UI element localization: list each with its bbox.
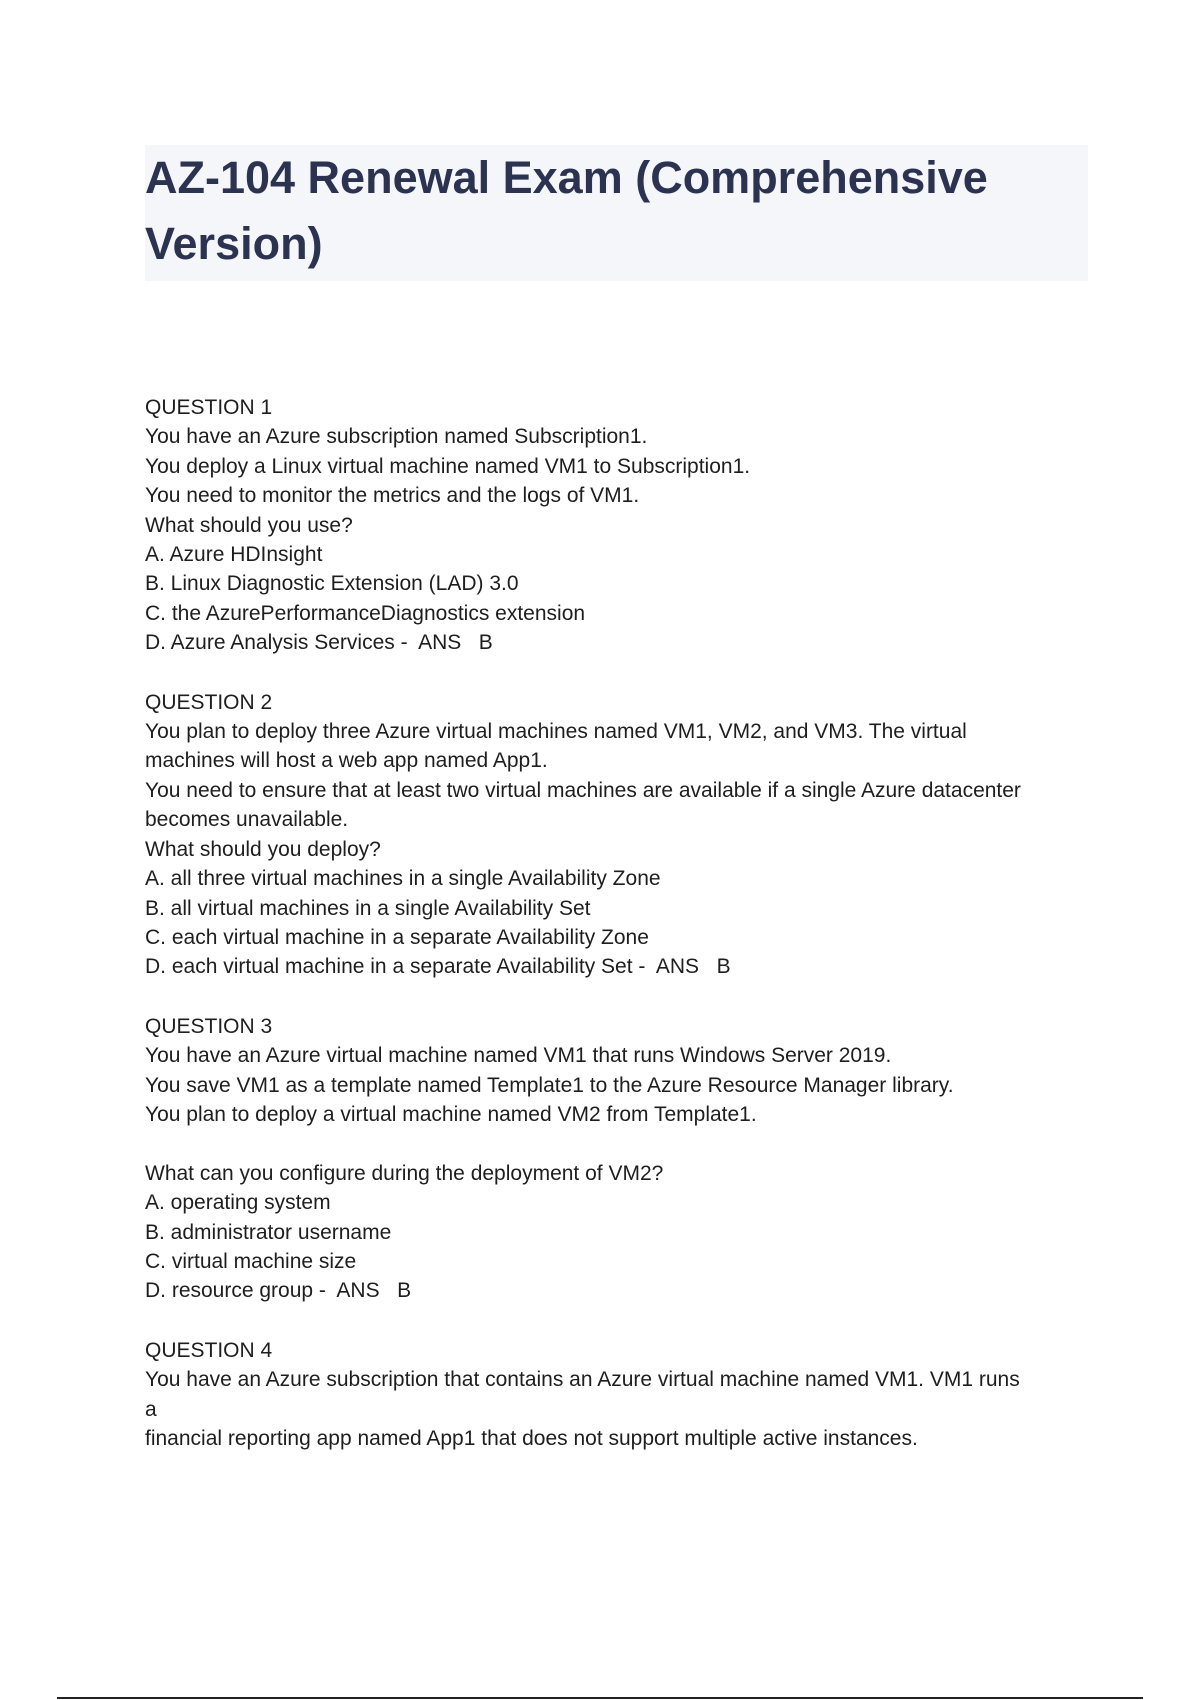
answer-option: B. administrator username: [145, 1220, 392, 1244]
question-text: a: [145, 1397, 157, 1421]
question-prompt: What should you use?: [145, 513, 353, 537]
page-title: AZ-104 Renewal Exam (Comprehensive Version): [145, 152, 988, 269]
question-text: financial reporting app named App1 that does not support multiple active instances.: [145, 1426, 918, 1450]
question-text: becomes unavailable.: [145, 808, 349, 832]
question-text: You save VM1 as a template named Template1 to the Azure Resource Manager library.: [145, 1073, 954, 1097]
question-text: You need to ensure that at least two virtual machines are available if a single Azure datacenter: [145, 778, 1021, 802]
question-text: You deploy a Linux virtual machine named VM1 to Subscription1.: [145, 454, 751, 478]
question-list: [145, 393, 1085, 1483]
question-text: You have an Azure subscription named Subscription1.: [145, 425, 648, 449]
question-text: You plan to deploy three Azure virtual machines named VM1, VM2, and VM3. The virtual: [145, 720, 967, 744]
question-label: QUESTION 4: [145, 1338, 273, 1362]
answer-option: C. each virtual machine in a separate Availability Zone: [145, 925, 649, 949]
question-text: You need to monitor the metrics and the logs of VM1.: [145, 484, 640, 508]
answer-option: A. Azure HDInsight: [145, 543, 323, 567]
blank-line: [145, 1129, 1085, 1158]
answer-option: A. all three virtual machines in a single Availability Zone: [145, 867, 661, 891]
answer-option: B. all virtual machines in a single Availability Set: [145, 896, 591, 920]
question-2: [145, 688, 1085, 982]
question-3: [145, 1012, 1085, 1306]
question-label: QUESTION 3: [145, 1014, 273, 1038]
answer-option: A. operating system: [145, 1191, 331, 1215]
footer-divider: [57, 1697, 1143, 1699]
answer-option-with-key: D. Azure Analysis Services - ANS B: [145, 631, 493, 655]
question-text: You plan to deploy a virtual machine named VM2 from Template1.: [145, 1102, 757, 1126]
question-label: QUESTION 2: [145, 690, 273, 714]
question-text: You have an Azure subscription that contains an Azure virtual machine named VM1. VM1 runs: [145, 1368, 1020, 1392]
question-4: [145, 1336, 1085, 1454]
answer-option: C. virtual machine size: [145, 1249, 357, 1273]
question-1: [145, 393, 1085, 658]
question-prompt: What can you configure during the deployment of VM2?: [145, 1161, 664, 1185]
question-label: QUESTION 1: [145, 396, 273, 419]
title-block: [145, 145, 1088, 281]
answer-option: B. Linux Diagnostic Extension (LAD) 3.0: [145, 572, 519, 596]
answer-option-with-key: D. resource group - ANS B: [145, 1279, 412, 1303]
answer-option-with-key: D. each virtual machine in a separate Availability Set - ANS B: [145, 955, 731, 979]
answer-option: C. the AzurePerformanceDiagnostics extension: [145, 601, 586, 625]
question-text: You have an Azure virtual machine named VM1 that runs Windows Server 2019.: [145, 1044, 892, 1068]
question-prompt: What should you deploy?: [145, 837, 381, 861]
question-text: machines will host a web app named App1.: [145, 749, 548, 773]
